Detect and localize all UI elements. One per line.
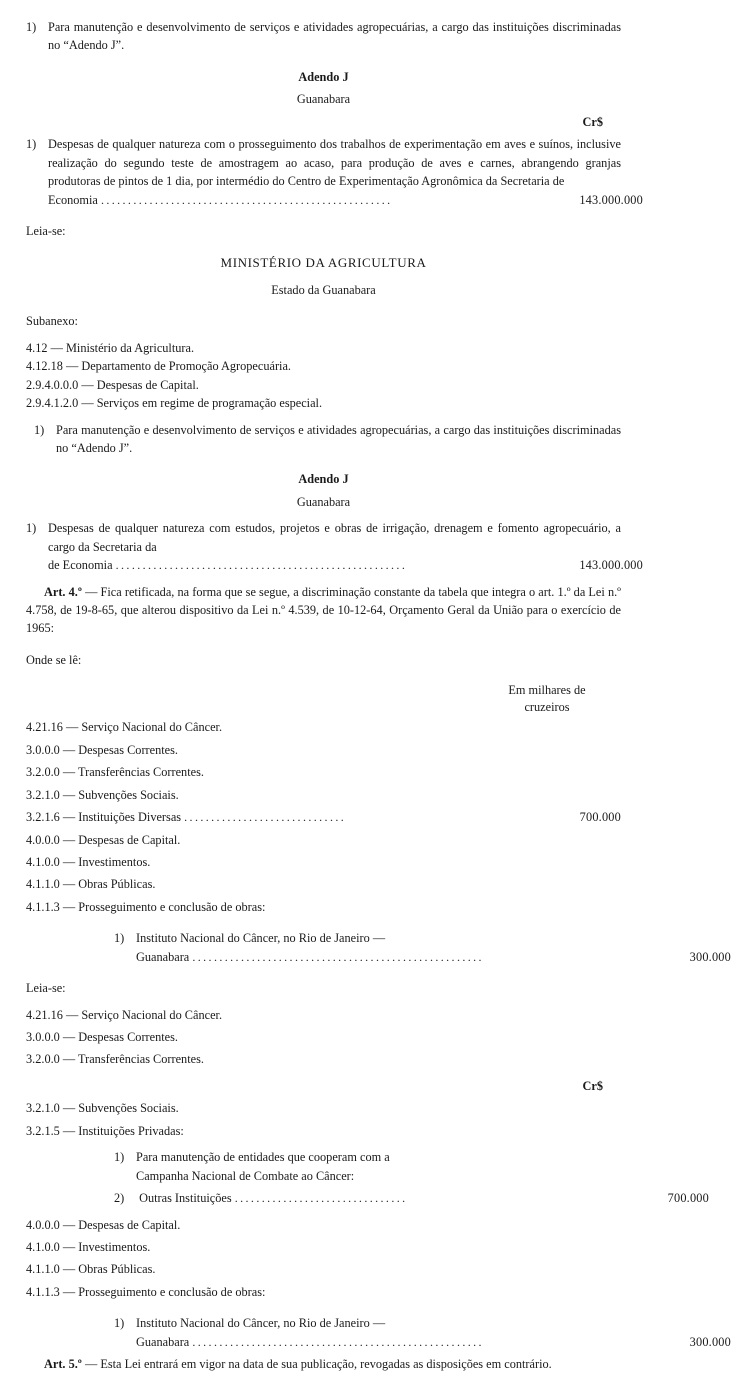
- list-item-text: Para manutenção e desenvolvimento de serviços e atividades agropecuárias, a cargo das instituições discriminadas no “Adendo J”.: [48, 20, 621, 53]
- table-row: 4.1.1.0 — Obras Públicas.: [26, 1262, 156, 1277]
- leader-dots: ..............................: [184, 810, 347, 825]
- article-4-label: Art. 4.º: [44, 584, 82, 599]
- entry-amount: 700.000: [667, 1191, 709, 1206]
- units-header-line1: Em milhares de: [508, 683, 586, 698]
- list-item: [114, 1314, 621, 1332]
- table-row: 4.0.0.0 — Despesas de Capital.: [26, 1217, 181, 1232]
- list-item-number: 2): [114, 1191, 125, 1206]
- subanexo-line: 2.9.4.0.0.0 — Despesas de Capital.: [26, 377, 199, 392]
- heading-ministerio: MINISTÉRIO DA AGRICULTURA: [220, 255, 427, 271]
- table-row: 3.0.0.0 — Despesas Correntes.: [26, 1030, 178, 1044]
- list-item-text: Despesas de qualquer natureza com estudos, projetos e obras de irrigação, drenagem e fomento agropecuário, a cargo da Secretaria da: [48, 521, 621, 554]
- list-item: [114, 1148, 621, 1166]
- entry-amount: 143.000.000: [579, 558, 643, 573]
- article-4-text: — Fica retificada, na forma que se segue, a discriminação constante da tabela que integra o art. 1.º da Lei n.º 4.758, de 19-8-65, que alterou dispositivo da Lei n.º 4.539, de 10-12-64, Orçamento Geral da União para o exercício de 1965:: [26, 584, 621, 636]
- table-row-amount: 700.000: [579, 810, 621, 825]
- subanexo-label: Subanexo:: [26, 314, 78, 329]
- table-row: 4.1.0.0 — Investimentos.: [26, 854, 151, 869]
- article-4-paragraph: [26, 583, 621, 638]
- subanexo-line: 4.12.18 — Departamento de Promoção Agropecuária.: [26, 359, 291, 374]
- table-row: 4.1.1.3 — Prosseguimento e conclusão de obras:: [26, 899, 266, 914]
- leader-dots: ................................: [234, 1191, 408, 1206]
- table-row: 4.1.1.3 — Prosseguimento e conclusão de obras:: [26, 1284, 266, 1299]
- entry-label: Economia: [48, 192, 98, 207]
- entry-label: de Economia: [48, 558, 113, 573]
- list-item-number: 1): [114, 1150, 125, 1165]
- list-item-text: Despesas de qualquer natureza com o prosseguimento dos trabalhos de experimentação em aves e suínos, inclusive realização do segundo teste de amostragem ao acaso, para produção de aves e carnes, abrangendo granjas produtoras de pintos de 1 dia, por intermédio do Centro de Experimentação Agronômica da Secretaria de: [48, 137, 621, 189]
- list-item: [26, 18, 621, 55]
- units-header-line2: cruzeiros: [524, 699, 570, 714]
- table-row: 3.2.1.5 — Instituições Privadas:: [26, 1123, 184, 1138]
- table-row: 4.21.16 — Serviço Nacional do Câncer.: [26, 1007, 223, 1022]
- leader-dots: ......................................................: [192, 1334, 484, 1349]
- table-row: 3.0.0.0 — Despesas Correntes.: [26, 742, 178, 757]
- list-item-number: 1): [26, 521, 37, 536]
- table-row: 3.2.1.0 — Subvenções Sociais.: [26, 787, 179, 802]
- currency-header-1: Cr$: [582, 114, 603, 129]
- leia-se-label-2: Leia-se:: [26, 981, 66, 996]
- budget-table-2b: [26, 1099, 621, 1140]
- list-item-number: 1): [114, 1316, 125, 1331]
- budget-table-2a: [26, 1006, 621, 1069]
- leader-dots: ......................................................: [100, 192, 393, 207]
- budget-table-2c: [26, 1216, 621, 1302]
- article-5-text: — Esta Lei entrará em vigor na data de sua publicação, revogadas as disposições em contrário.: [84, 1357, 552, 1372]
- table-row: 3.2.0.0 — Transferências Correntes.: [26, 765, 204, 780]
- leader-dots: ......................................................: [115, 558, 408, 573]
- table-row: 3.2.1.0 — Subvenções Sociais.: [26, 1101, 179, 1116]
- table-row: 4.1.1.0 — Obras Públicas.: [26, 877, 156, 892]
- heading-adendo-j-1: Adendo J: [298, 69, 349, 84]
- list-item-number: 1): [26, 137, 37, 152]
- list-item-text: Outras Instituições: [139, 1191, 232, 1206]
- table-row: 4.0.0.0 — Despesas de Capital.: [26, 832, 181, 847]
- list-item-text: Instituto Nacional do Câncer, no Rio de Janeiro —: [136, 1316, 386, 1331]
- table-row: 4.21.16 — Serviço Nacional do Câncer.: [26, 720, 223, 735]
- subanexo-line: 2.9.4.1.2.0 — Serviços em regime de programação especial.: [26, 396, 323, 411]
- currency-header-2: Cr$: [582, 1078, 603, 1093]
- entry-amount: 300.000: [689, 949, 731, 964]
- table-row: 3.2.0.0 — Transferências Correntes.: [26, 1052, 204, 1067]
- list-item-number: 1): [34, 422, 45, 437]
- list-item-continuation: Campanha Nacional de Combate ao Câncer:: [136, 1168, 355, 1183]
- article-5-paragraph: [26, 1355, 621, 1373]
- entry-amount: 143.000.000: [579, 192, 643, 207]
- table-row: 4.1.0.0 — Investimentos.: [26, 1239, 151, 1254]
- subanexo-line: 4.12 — Ministério da Agricultura.: [26, 340, 195, 355]
- list-item: [26, 135, 621, 190]
- table-row-label: 3.2.1.6 — Instituições Diversas: [26, 810, 182, 825]
- entry-amount: 300.000: [689, 1334, 731, 1349]
- list-item-text: Instituto Nacional do Câncer, no Rio de Janeiro —: [136, 931, 386, 946]
- list-item-text: Para manutenção e desenvolvimento de serviços e atividades agropecuárias, a cargo das instituições discriminadas no “Adendo J”.: [56, 422, 621, 455]
- table-row: [26, 808, 621, 826]
- leader-dots: ......................................................: [192, 949, 484, 964]
- list-item-text: Para manutenção de entidades que cooperam com a: [136, 1150, 390, 1165]
- document-body: [26, 18, 731, 1374]
- onde-se-le-label: Onde se lê:: [26, 652, 82, 667]
- subheading-guanabara-1: Guanabara: [296, 92, 351, 107]
- list-item: [114, 929, 621, 947]
- article-5-label: Art. 5.º: [44, 1357, 82, 1372]
- leia-se-label-1: Leia-se:: [26, 223, 66, 238]
- list-item-number: 1): [114, 931, 125, 946]
- heading-estado: Estado da Guanabara: [271, 282, 376, 297]
- budget-table-1: [26, 718, 621, 916]
- list-item: [26, 519, 621, 556]
- entry-label: Guanabara: [136, 949, 190, 964]
- list-item: [34, 421, 621, 458]
- subheading-guanabara-2: Guanabara: [296, 494, 351, 509]
- heading-adendo-j-2: Adendo J: [298, 472, 349, 487]
- list-item-number: 1): [26, 20, 37, 34]
- entry-label: Guanabara: [136, 1334, 190, 1349]
